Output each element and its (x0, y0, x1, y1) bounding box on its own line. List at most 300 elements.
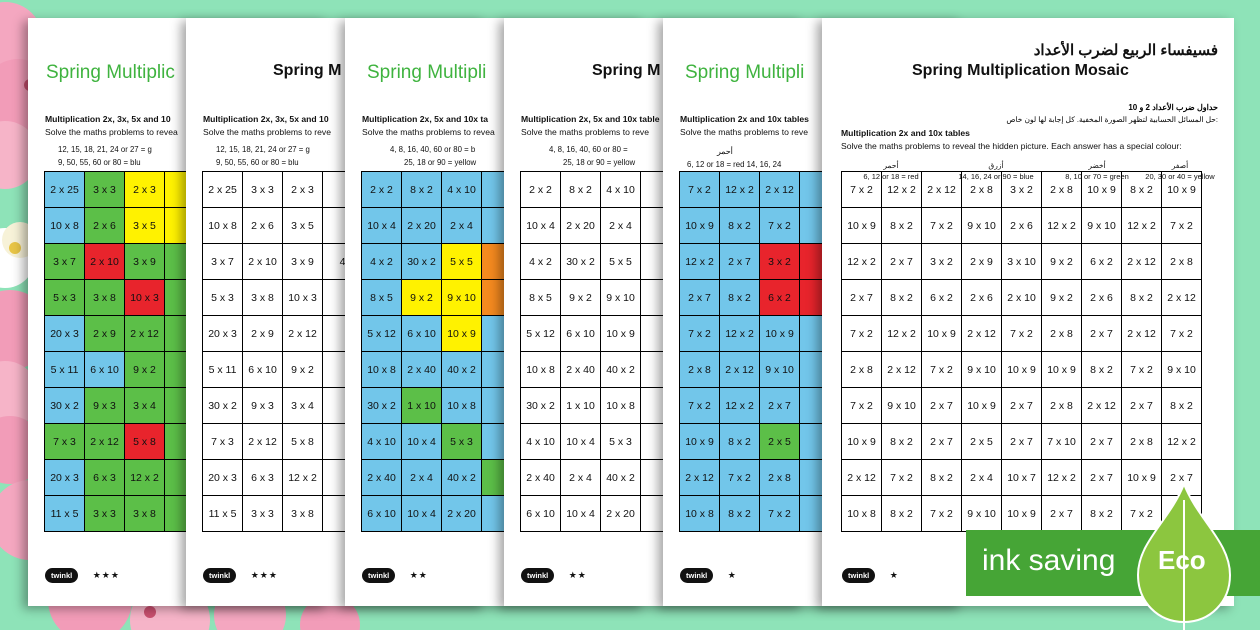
grid-cell: 10 x 3 (125, 280, 165, 316)
instruction-text: Solve the maths problems to revea (45, 127, 178, 137)
grid-cell: 2 x 7 (882, 244, 922, 280)
grid-cell: 2 x 7 (922, 388, 962, 424)
title-english: Spring M (592, 62, 661, 79)
grid-cell: 7 x 2 (842, 172, 882, 208)
grid-cell: 2 x 8 (842, 352, 882, 388)
grid-row (842, 424, 1202, 460)
grid-row (362, 388, 522, 424)
grid-cell: 8 x 2 (402, 172, 442, 208)
grid-cell: 20 x 3 (203, 316, 243, 352)
grid-cell: 3 x 2 (922, 244, 962, 280)
grid-cell: 6 x 10 (243, 352, 283, 388)
grid-row (680, 172, 840, 208)
grid-cell: 5 x 8 (125, 424, 165, 460)
grid-cell: 8 x 2 (720, 280, 760, 316)
grid-cell: 9 x 2 (402, 280, 442, 316)
grid-cell: 7 x 10 (1042, 424, 1082, 460)
grid-cell: 2 x 8 (1042, 172, 1082, 208)
grid-cell: 9 x 10 (962, 208, 1002, 244)
grid-row (680, 280, 840, 316)
key-line: أحمر (717, 147, 733, 156)
difficulty-stars: ★★★ (250, 570, 278, 581)
grid-cell: 2 x 40 (561, 352, 601, 388)
grid-cell: 40 x 2 (442, 460, 482, 496)
title-english: Spring Multipli (685, 62, 805, 83)
grid-cell: 3 x 2 (1002, 172, 1042, 208)
grid-cell: 3 x 3 (85, 172, 125, 208)
table-heading: Multiplication 2x, 3x, 5x and 10 (45, 114, 171, 124)
grid-cell: 2 x 8 (680, 352, 720, 388)
grid-cell: 2 x 12 (760, 172, 800, 208)
instruction-text: Solve the maths problems to reve (203, 127, 332, 137)
grid-cell: 4 x 10 (442, 172, 482, 208)
grid-cell: 6 x 3 (243, 460, 283, 496)
grid-cell: 2 x 7 (1002, 424, 1042, 460)
grid-cell: 2 x 6 (85, 208, 125, 244)
grid-row (45, 208, 205, 244)
mosaic-grid (44, 171, 205, 532)
grid-cell: 8 x 5 (521, 280, 561, 316)
difficulty-stars: ★ (889, 570, 899, 581)
grid-cell: 2 x 12 (243, 424, 283, 460)
grid-cell: 2 x 4 (962, 460, 1002, 496)
instructions (521, 113, 660, 139)
grid-cell: 10 x 4 (521, 208, 561, 244)
grid-cell: 7 x 2 (922, 496, 962, 532)
grid-cell: 8 x 2 (882, 424, 922, 460)
grid-row (203, 424, 363, 460)
grid-cell: 12 x 2 (680, 244, 720, 280)
grid-cell: 5 x 3 (601, 424, 641, 460)
grid-row (842, 352, 1202, 388)
grid-cell: 6 x 10 (402, 316, 442, 352)
grid-cell: 3 x 7 (45, 244, 85, 280)
grid-cell: 2 x 12 (922, 172, 962, 208)
grid-cell: 8 x 2 (882, 280, 922, 316)
grid-cell: 3 x 8 (243, 280, 283, 316)
grid-cell: 30 x 2 (561, 244, 601, 280)
grid-cell: 9 x 10 (962, 496, 1002, 532)
grid-row (45, 172, 205, 208)
grid-cell: 10 x 9 (1002, 496, 1042, 532)
grid-cell: 3 x 3 (243, 172, 283, 208)
grid-cell: 10 x 8 (601, 388, 641, 424)
grid-cell: 2 x 9 (962, 244, 1002, 280)
grid-cell: 20 x 3 (45, 460, 85, 496)
grid-cell: 4 x 2 (362, 244, 402, 280)
grid-cell: 20 x 3 (203, 460, 243, 496)
grid-cell: 3 x 4 (283, 388, 323, 424)
grid-cell: 12 x 2 (882, 172, 922, 208)
grid-cell: 10 x 9 (922, 316, 962, 352)
grid-cell: 8 x 2 (882, 208, 922, 244)
grid-cell: 2 x 20 (561, 208, 601, 244)
grid-row (203, 244, 363, 280)
grid-cell: 3 x 2 (760, 244, 800, 280)
footer (203, 567, 278, 583)
grid-cell: 7 x 2 (1002, 316, 1042, 352)
grid-cell: 1 x 10 (561, 388, 601, 424)
grid-cell: 9 x 10 (760, 352, 800, 388)
grid-cell: 2 x 6 (1002, 208, 1042, 244)
grid-row (45, 424, 205, 460)
key-values: 20, 30 or 40 = yellow (1145, 172, 1215, 181)
grid-cell: 7 x 2 (882, 460, 922, 496)
mosaic-grid (841, 171, 1202, 532)
grid-cell: 2 x 7 (1162, 460, 1202, 496)
grid-cell: 2 x 2 (521, 172, 561, 208)
grid-row (45, 388, 205, 424)
grid-cell: 6 x 10 (85, 352, 125, 388)
mosaic-grid (202, 171, 363, 532)
grid-cell: 10 x 8 (362, 352, 402, 388)
grid-cell: 3 x 8 (283, 496, 323, 532)
grid-cell: 3 x 3 (85, 496, 125, 532)
grid-row (203, 280, 363, 316)
grid-cell: 5 x 11 (203, 352, 243, 388)
grid-row (521, 352, 681, 388)
grid-cell: 12 x 2 (283, 460, 323, 496)
grid-cell: 2 x 6 (962, 280, 1002, 316)
key-colour-arabic: أحمر (883, 161, 899, 170)
key-values: 8, 10 or 70 = green (1065, 172, 1129, 181)
grid-row (362, 460, 522, 496)
grid-cell: 40 x 2 (442, 352, 482, 388)
mosaic-grid (679, 171, 840, 532)
footer (362, 567, 428, 583)
subtitle-arabic: حداول ضرب الأعداد 2 و 10 (1128, 103, 1218, 112)
grid-cell: 3 x 4 (125, 388, 165, 424)
eco-label: Eco (1158, 545, 1206, 575)
difficulty-stars: ★★ (568, 570, 587, 581)
grid-cell: 12 x 2 (720, 388, 760, 424)
grid-cell: 2 x 12 (1162, 280, 1202, 316)
title-english: Spring Multiplication Mosaic (912, 62, 1129, 79)
grid-cell: 2 x 7 (760, 388, 800, 424)
grid-cell: 2 x 4 (561, 460, 601, 496)
grid-cell: 9 x 10 (882, 388, 922, 424)
grid-cell: 10 x 9 (842, 424, 882, 460)
grid-cell: 2 x 25 (203, 172, 243, 208)
grid-cell: 5 x 12 (521, 316, 561, 352)
grid-cell: 2 x 7 (720, 244, 760, 280)
twinkl-logo: twinkl (842, 568, 875, 583)
grid-cell: 2 x 9 (243, 316, 283, 352)
grid-cell: 40 x 2 (601, 352, 641, 388)
grid-cell: 7 x 3 (203, 424, 243, 460)
grid-cell: 9 x 3 (243, 388, 283, 424)
grid-cell: 10 x 8 (521, 352, 561, 388)
key-values: 14, 16, 24 or 90 = blue (958, 172, 1034, 181)
twinkl-logo: twinkl (45, 568, 78, 583)
title-english: Spring Multipli (367, 62, 487, 83)
grid-cell: 2 x 12 (882, 352, 922, 388)
difficulty-stars: ★ (727, 570, 737, 581)
grid-cell: 5 x 8 (283, 424, 323, 460)
grid-cell: 2 x 8 (1042, 316, 1082, 352)
grid-cell: 12 x 2 (1042, 208, 1082, 244)
grid-cell: 2 x 4 (601, 208, 641, 244)
key-line: 25, 18 or 90 = yellow (563, 157, 636, 167)
grid-cell: 2 x 12 (1122, 316, 1162, 352)
grid-row (842, 316, 1202, 352)
grid-cell: 30 x 2 (362, 388, 402, 424)
grid-cell: 10 x 9 (842, 208, 882, 244)
grid-cell: 10 x 8 (680, 496, 720, 532)
grid-cell: 30 x 2 (203, 388, 243, 424)
grid-row (521, 460, 681, 496)
instruction-text: Solve the maths problems to revea (362, 127, 495, 137)
grid-cell: 9 x 2 (1042, 280, 1082, 316)
grid-cell: 20 x 3 (45, 316, 85, 352)
grid-cell: 2 x 10 (243, 244, 283, 280)
instructions (841, 127, 1182, 153)
grid-cell: 8 x 2 (561, 172, 601, 208)
grid-cell: 2 x 10 (85, 244, 125, 280)
grid-cell: 3 x 10 (1002, 244, 1042, 280)
grid-cell: 2 x 3 (125, 172, 165, 208)
grid-cell: 2 x 5 (962, 424, 1002, 460)
grid-cell: 10 x 4 (402, 424, 442, 460)
grid-cell: 7 x 3 (45, 424, 85, 460)
table-heading: Multiplication 2x, 5x and 10x table (521, 114, 660, 124)
key-line: 9, 50, 55, 60 or 80 = blu (58, 157, 141, 167)
grid-cell: 5 x 5 (442, 244, 482, 280)
grid-cell: 2 x 12 (1082, 388, 1122, 424)
grid-cell: 2 x 40 (362, 460, 402, 496)
instructions (680, 113, 809, 139)
grid-cell: 10 x 9 (1122, 460, 1162, 496)
grid-cell: 10 x 9 (680, 208, 720, 244)
grid-cell: 6 x 10 (521, 496, 561, 532)
grid-cell: 2 x 12 (962, 316, 1002, 352)
colour-key (549, 144, 635, 169)
grid-cell: 10 x 4 (561, 496, 601, 532)
grid-cell: 8 x 2 (1122, 172, 1162, 208)
grid-cell: 2 x 2 (362, 172, 402, 208)
grid-cell: 8 x 2 (1122, 280, 1162, 316)
grid-cell: 7 x 2 (922, 208, 962, 244)
key-colour-arabic: أخضر (1088, 161, 1106, 170)
twinkl-logo: twinkl (203, 568, 236, 583)
grid-cell: 2 x 7 (1082, 424, 1122, 460)
grid-cell: 2 x 9 (85, 316, 125, 352)
grid-cell: 11 x 5 (45, 496, 85, 532)
key-colour-arabic: أزرق (988, 161, 1004, 170)
grid-row (680, 424, 840, 460)
grid-cell: 2 x 6 (1082, 280, 1122, 316)
grid-cell: 2 x 6 (243, 208, 283, 244)
difficulty-stars: ★★★ (92, 570, 120, 581)
grid-row (680, 352, 840, 388)
instruction-arabic: حل المسائل الحسابية لتظهر الصورة المخفية. كل إجابة لها لون خاص: (1006, 115, 1218, 124)
grid-cell: 9 x 10 (962, 352, 1002, 388)
grid-cell: 10 x 8 (442, 388, 482, 424)
colour-key (390, 144, 476, 169)
grid-cell: 7 x 2 (680, 172, 720, 208)
grid-row (362, 244, 522, 280)
grid-cell: 8 x 5 (362, 280, 402, 316)
grid-cell: 9 x 2 (283, 352, 323, 388)
grid-cell: 2 x 7 (1082, 316, 1122, 352)
footer (680, 567, 737, 583)
grid-cell: 2 x 7 (680, 280, 720, 316)
grid-cell: 2 x 4 (442, 208, 482, 244)
grid-cell: 9 x 3 (85, 388, 125, 424)
key-line: 6, 12 or 18 = red 14, 16, 24 (687, 159, 782, 169)
grid-cell: 2 x 20 (601, 496, 641, 532)
grid-row (362, 172, 522, 208)
grid-row (842, 172, 1202, 208)
grid-cell: 10 x 4 (362, 208, 402, 244)
difficulty-stars: ★★ (409, 570, 428, 581)
key-values: 6, 12 or 18 = red (863, 172, 919, 181)
grid-cell: 10 x 9 (1002, 352, 1042, 388)
grid-cell: 2 x 25 (45, 172, 85, 208)
grid-cell: 3 x 8 (85, 280, 125, 316)
grid-cell: 8 x 2 (1082, 496, 1122, 532)
title-arabic: فسيفساء الربيع لضرب الأعداد (1033, 42, 1218, 59)
key-line: 9, 50, 55, 60 or 80 = blu (216, 157, 299, 167)
grid-cell: 12 x 2 (1162, 424, 1202, 460)
grid-cell: 2 x 7 (1122, 388, 1162, 424)
grid-cell: 2 x 10 (1002, 280, 1042, 316)
key-line: 12, 15, 18, 21, 24 or 27 = g (216, 145, 310, 154)
colour-key (216, 144, 310, 169)
grid-cell: 1 x 10 (402, 388, 442, 424)
grid-cell: 30 x 2 (402, 244, 442, 280)
colour-key (687, 146, 781, 171)
grid-cell: 8 x 2 (922, 460, 962, 496)
grid-cell: 6 x 2 (922, 280, 962, 316)
key-line: 25, 18 or 90 = yellow (404, 157, 477, 167)
instruction-text: Solve the maths problems to reve (521, 127, 650, 137)
grid-cell: 2 x 7 (842, 280, 882, 316)
grid-cell: 6 x 10 (561, 316, 601, 352)
grid-row (203, 208, 363, 244)
grid-cell: 7 x 2 (720, 460, 760, 496)
grid-cell: 2 x 12 (283, 316, 323, 352)
grid-cell: 7 x 2 (680, 316, 720, 352)
grid-row (203, 388, 363, 424)
grid-row (362, 496, 522, 532)
grid-cell: 10 x 3 (283, 280, 323, 316)
grid-row (45, 280, 205, 316)
grid-cell: 5 x 3 (442, 424, 482, 460)
grid-cell: 4 x 10 (362, 424, 402, 460)
grid-cell: 3 x 7 (203, 244, 243, 280)
grid-cell: 12 x 2 (1122, 208, 1162, 244)
grid-cell: 2 x 8 (962, 172, 1002, 208)
grid-row (362, 280, 522, 316)
table-heading: Multiplication 2x and 10x tables (841, 128, 970, 138)
grid-cell: 2 x 12 (680, 460, 720, 496)
grid-cell: 7 x 2 (1122, 496, 1162, 532)
grid-row (521, 424, 681, 460)
grid-row (362, 424, 522, 460)
grid-cell: 2 x 20 (402, 208, 442, 244)
grid-cell: 9 x 10 (1162, 352, 1202, 388)
grid-row (842, 280, 1202, 316)
grid-cell: 2 x 20 (442, 496, 482, 532)
grid-cell: 9 x 2 (125, 352, 165, 388)
grid-cell: 12 x 2 (842, 244, 882, 280)
grid-row (521, 244, 681, 280)
grid-row (521, 208, 681, 244)
grid-cell: 8 x 2 (720, 496, 760, 532)
grid-cell: 2 x 12 (125, 316, 165, 352)
grid-cell: 6 x 2 (1082, 244, 1122, 280)
instruction-text: Solve the maths problems to reveal the hidden picture. Each answer has a special colour: (841, 141, 1182, 151)
grid-cell: 7 x 2 (760, 496, 800, 532)
grid-cell: 10 x 7 (1002, 460, 1042, 496)
grid-cell: 10 x 9 (680, 424, 720, 460)
grid-cell: 10 x 8 (45, 208, 85, 244)
grid-cell: 2 x 7 (922, 424, 962, 460)
grid-cell: 7 x 2 (922, 352, 962, 388)
grid-cell: 2 x 7 (1042, 496, 1082, 532)
grid-row (521, 388, 681, 424)
footer (842, 567, 899, 583)
grid-cell: 3 x 5 (125, 208, 165, 244)
grid-row (842, 244, 1202, 280)
grid-cell: 2 x 3 (283, 172, 323, 208)
grid-cell: 7 x 2 (1162, 208, 1202, 244)
title-english: Spring Multiplic (46, 62, 175, 83)
grid-row (680, 244, 840, 280)
grid-row (45, 460, 205, 496)
grid-row (362, 208, 522, 244)
grid-cell: 7 x 2 (842, 316, 882, 352)
grid-row (680, 208, 840, 244)
grid-row (521, 316, 681, 352)
grid-cell: 4 x 10 (521, 424, 561, 460)
grid-cell: 3 x 8 (125, 496, 165, 532)
grid-cell: 2 x 40 (402, 352, 442, 388)
grid-row (203, 496, 363, 532)
mosaic-grid (361, 171, 522, 532)
grid-cell: 2 x 12 (1122, 244, 1162, 280)
grid-cell: 10 x 9 (962, 388, 1002, 424)
grid-cell: 6 x 3 (85, 460, 125, 496)
grid-cell: 40 x 2 (601, 460, 641, 496)
grid-cell: 10 x 9 (1162, 172, 1202, 208)
grid-cell: 2 x 5 (760, 424, 800, 460)
grid-cell: 2 x 7 (1002, 388, 1042, 424)
grid-row (680, 316, 840, 352)
grid-cell: 8 x 2 (1162, 388, 1202, 424)
grid-cell: 7 x 2 (760, 208, 800, 244)
grid-cell: 2 x 8 (760, 460, 800, 496)
grid-cell: 5 x 3 (203, 280, 243, 316)
ink-saving-label: ink saving (982, 544, 1116, 577)
grid-cell: 3 x 5 (283, 208, 323, 244)
grid-row (203, 460, 363, 496)
grid-cell: 7 x 2 (1162, 316, 1202, 352)
grid-cell: 6 x 10 (362, 496, 402, 532)
grid-cell: 9 x 2 (1042, 244, 1082, 280)
grid-cell: 30 x 2 (45, 388, 85, 424)
grid-row (362, 316, 522, 352)
instructions (45, 113, 178, 139)
key-line: 4, 8, 16, 40, 60 or 80 = b (390, 145, 476, 154)
grid-cell: 2 x 4 (402, 460, 442, 496)
grid-row (521, 172, 681, 208)
grid-cell: 2 x 12 (720, 352, 760, 388)
grid-cell: 3 x 3 (243, 496, 283, 532)
title-english: Spring M (273, 62, 342, 79)
key-line: 4, 8, 16, 40, 60 or 80 = (549, 145, 628, 154)
